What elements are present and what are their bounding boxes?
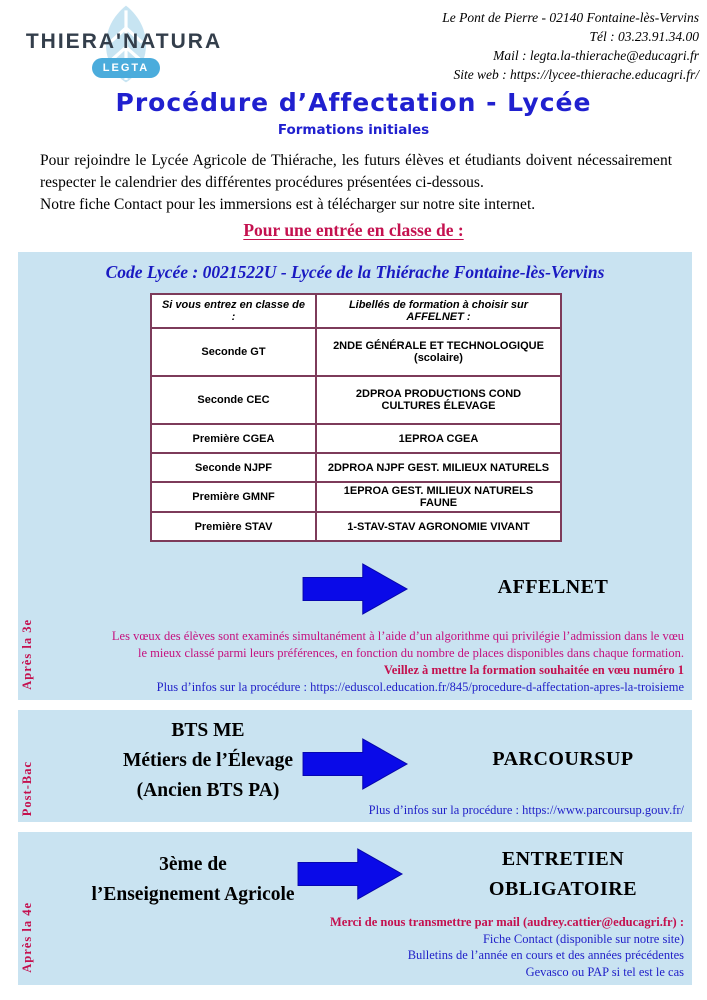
side-label-apres-3e: Après la 3e (20, 619, 34, 690)
class-cell: Seconde GT (151, 328, 316, 376)
entretien-note-item: Fiche Contact (disponible sur notre site) (482, 931, 684, 946)
arrow-right-icon (300, 738, 412, 790)
class-cell: Seconde NJPF (151, 453, 316, 482)
contact-site: Site web : https://lycee-thierache.educagri.fr/ (453, 67, 699, 82)
destination-parcoursup: PARCOURSUP (492, 748, 634, 770)
class-cell: Première STAV (151, 512, 316, 541)
label-cell: 2DPROA NJPF GEST. MILIEUX NATURELS (316, 453, 561, 482)
program-line: BTS ME (171, 720, 245, 741)
label-cell: 2NDE GÉNÉRALE ET TECHNOLOGIQUE (scolaire) (316, 328, 561, 376)
contact-address: Le Pont de Pierre - 02140 Fontaine-lès-Vervins (442, 10, 699, 25)
program-line: l’Enseignement Agricole (91, 884, 295, 905)
program-line: (Ancien BTS PA) (136, 780, 280, 801)
side-label-apres-4e: Après la 4e (20, 902, 34, 973)
intro-paragraph (40, 150, 672, 216)
label-cell: 2DPROA PRODUCTIONS COND CULTURES ÉLEVAGE (316, 376, 561, 424)
table-row (151, 482, 561, 512)
page-title: Procédure d’Affectation - Lycée (115, 88, 592, 117)
entretien-note-mail: Merci de nous transmettre par mail (audrey.cattier@educagri.fr) : (329, 915, 684, 929)
contact-tel: Tél : 03.23.91.34.00 (589, 29, 699, 44)
label-cell: 1EPROA CGEA (316, 424, 561, 453)
parcoursup-procedure-link[interactable]: Plus d’infos sur la procédure : https://www.parcoursup.gouv.fr/ (368, 803, 684, 817)
affelnet-notes (108, 628, 684, 696)
logo-wordmark: THIERA'NATURA (25, 30, 223, 53)
table-header-label: Libellés de formation à choisir sur AFFELNET : (316, 294, 561, 328)
entretien-notes (330, 914, 684, 980)
contact-info (299, 8, 699, 84)
entretien-note-item: Gevasco ou PAP si tel est le cas (525, 964, 684, 979)
table-row (151, 328, 561, 376)
logo-badge: LEGTA (92, 58, 160, 78)
label-cell: 1-STAV-STAV AGRONOMIE VIVANT (316, 512, 561, 541)
label-cell: 1EPROA GEST. MILIEUX NATURELS FAUNE (316, 482, 561, 512)
affelnet-note-algorithm: Les vœux des élèves sont examinés simultanément à l’aide d’un algorithme qui privilégie l’admission dans le vœu le mieux classé parmi leurs préférences, en fonction du nombre de places disponibles dans chaque formation. (111, 629, 684, 660)
school-logo (14, 4, 234, 84)
parcoursup-section (18, 710, 692, 822)
program-line: Métiers de l’Élevage (122, 750, 293, 771)
arrow-right-icon (300, 563, 412, 615)
section-heading: Pour une entrée en classe de : (243, 220, 464, 240)
intro-line-2: Notre fiche Contact pour les immersions est à télécharger sur notre site internet. (40, 196, 536, 213)
program-line: 3ème de (159, 854, 227, 875)
contact-mail: Mail : legta.la-thierache@educagri.fr (493, 48, 699, 63)
formations-table (150, 293, 562, 542)
destination-line: OBLIGATOIRE (488, 878, 638, 900)
class-cell: Première CGEA (151, 424, 316, 453)
affelnet-note-voeu1: Veillez à mettre la formation souhaitée en vœu numéro 1 (383, 663, 684, 677)
destination-affelnet: AFFELNET (497, 576, 609, 598)
table-header-class: Si vous entrez en classe de : (151, 294, 316, 328)
entretien-section (18, 832, 692, 985)
destination-line: ENTRETIEN (501, 848, 625, 870)
intro-line-1: Pour rejoindre le Lycée Agricole de Thiérache, les futurs élèves et étudiants doivent nécessairement respecter le calendrier des différentes procédures présentées ci-dessous. (40, 152, 672, 191)
class-cell: Première GMNF (151, 482, 316, 512)
table-row (151, 453, 561, 482)
destination-entretien (448, 844, 678, 904)
affelnet-section (18, 252, 692, 700)
table-row (151, 512, 561, 541)
page-subtitle: Formations initiales (277, 122, 430, 138)
side-label-post-bac: Post-Bac (20, 760, 34, 816)
affelnet-procedure-link[interactable]: Plus d’infos sur la procédure : https://eduscol.education.fr/845/procedure-d-affectation-apres-la-troisieme (156, 680, 684, 694)
entretien-note-item: Bulletins de l’année en cours et des années précédentes (407, 948, 684, 962)
school-code-header: Code Lycée : 0021522U - Lycée de la Thiérache Fontaine-lès-Vervins (105, 262, 605, 282)
arrow-right-icon (295, 848, 407, 900)
table-row (151, 376, 561, 424)
class-cell: Seconde CEC (151, 376, 316, 424)
table-row (151, 424, 561, 453)
table-header-row (151, 294, 561, 328)
